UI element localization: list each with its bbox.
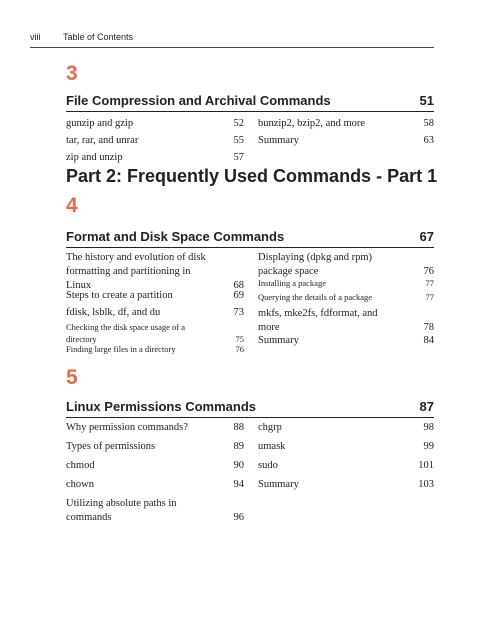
- toc-entry-title: Types of permissions: [66, 441, 156, 452]
- toc-entry-title: Summary: [258, 479, 299, 490]
- toc-entry[interactable]: [66, 289, 244, 303]
- toc-entry-page: 99: [423, 441, 434, 452]
- toc-entry-title: Summary: [258, 135, 299, 146]
- part-2-title[interactable]: Part 2: Frequently Used Commands - Part 1: [66, 166, 438, 186]
- chapter-4-page: 67: [419, 229, 434, 244]
- toc-entry-page: 77: [425, 278, 434, 288]
- toc-entry[interactable]: [66, 421, 244, 435]
- toc-entry-title: Steps to create a partition: [66, 290, 173, 301]
- chapter-3-page: 51: [419, 93, 434, 108]
- toc-entry-title: Querying the details of a package: [258, 292, 372, 302]
- toc-subentry[interactable]: [66, 343, 244, 355]
- toc-entry[interactable]: [66, 478, 244, 492]
- toc-entry[interactable]: [66, 251, 244, 293]
- toc-entry-page: 103: [418, 479, 434, 490]
- toc-entry-page: 98: [423, 422, 434, 433]
- toc-entry[interactable]: [258, 421, 434, 435]
- toc-entry-title: gunzip and gzip: [66, 118, 134, 129]
- chapter-4-title: Format and Disk Space Commands: [66, 229, 285, 244]
- toc-entry-title: Displaying (dpkg and rpm) package space: [258, 252, 373, 277]
- toc-entry-title: umask: [258, 441, 286, 452]
- toc-entry[interactable]: [66, 134, 244, 148]
- toc-entry-page: 52: [233, 118, 244, 129]
- toc-entry-page: 77: [425, 292, 434, 302]
- toc-entry[interactable]: [66, 151, 244, 165]
- toc-entry-page: 76: [423, 266, 434, 277]
- toc-entry-page: 90: [233, 460, 244, 471]
- header-title: Table of Contents: [63, 32, 134, 42]
- toc-entry[interactable]: [66, 440, 244, 454]
- toc-entry[interactable]: [258, 117, 434, 131]
- chapter-4-number: 4: [66, 194, 78, 217]
- toc-entry-page: 75: [235, 334, 244, 344]
- toc-entry-title: Checking the disk space usage of a directory: [66, 322, 185, 344]
- toc-entry[interactable]: [66, 117, 244, 131]
- toc-entry-page: 63: [423, 135, 434, 146]
- toc-entry-title: bunzip2, bzip2, and more: [258, 118, 366, 129]
- toc-entry-page: 88: [233, 422, 244, 433]
- page-number: viii: [30, 32, 41, 42]
- toc-entry-title: Finding large files in a directory: [66, 344, 176, 354]
- toc-entry[interactable]: [258, 440, 434, 454]
- toc-entry-title: chgrp: [258, 422, 282, 433]
- toc-entry-title: chmod: [66, 460, 95, 471]
- chapter-3-number: 3: [66, 62, 78, 85]
- toc-subentry[interactable]: [258, 277, 434, 289]
- chapter-5-number: 5: [66, 366, 78, 389]
- toc-entry[interactable]: [66, 306, 244, 320]
- toc-entry-title: fdisk, lsblk, df, and du: [66, 307, 161, 318]
- toc-subentry[interactable]: [66, 321, 244, 345]
- chapter-3-title: File Compression and Archival Commands: [66, 93, 331, 108]
- toc-entry-page: 94: [233, 479, 244, 490]
- chapter-3-title-row[interactable]: [66, 93, 434, 112]
- chapter-5-title: Linux Permissions Commands: [66, 399, 256, 414]
- toc-entry-title: Utilizing absolute paths in commands: [66, 498, 177, 523]
- toc-entry-page: 89: [233, 441, 244, 452]
- toc-entry-page: 68: [233, 280, 244, 291]
- toc-entry[interactable]: [258, 134, 434, 148]
- toc-entry-page: 55: [233, 135, 244, 146]
- toc-entry-page: 58: [423, 118, 434, 129]
- toc-subentry[interactable]: [258, 291, 434, 303]
- toc-entry-title: tar, rar, and unrar: [66, 135, 139, 146]
- chapter-5-page: 87: [419, 399, 434, 414]
- toc-entry-page: 78: [423, 322, 434, 333]
- toc-entry-page: 69: [233, 290, 244, 301]
- toc-entry-title: zip and unzip: [66, 152, 123, 163]
- toc-entry-page: 57: [233, 152, 244, 163]
- toc-entry-title: Installing a package: [258, 278, 326, 288]
- toc-entry-page: 73: [233, 307, 244, 318]
- chapter-4-title-row[interactable]: [66, 229, 434, 248]
- toc-entry-title: The history and evolution of disk formatting and partitioning in Linux: [66, 252, 206, 291]
- toc-entry[interactable]: [258, 334, 434, 348]
- toc-entry[interactable]: [258, 478, 434, 492]
- toc-entry-page: 76: [235, 344, 244, 354]
- chapter-5-title-row[interactable]: [66, 399, 434, 418]
- toc-entry-title: mkfs, mke2fs, fdformat, and more: [258, 308, 378, 333]
- toc-entry[interactable]: [258, 307, 434, 335]
- toc-entry[interactable]: [258, 251, 434, 279]
- toc-entry[interactable]: [66, 459, 244, 473]
- toc-entry-page: 84: [423, 335, 434, 346]
- toc-entry-title: Summary: [258, 335, 299, 346]
- toc-entry-title: Why permission commands?: [66, 422, 188, 433]
- page-header: [30, 31, 434, 48]
- toc-entry-title: chown: [66, 479, 94, 490]
- toc-entry[interactable]: [66, 497, 244, 525]
- toc-entry-title: sudo: [258, 460, 278, 471]
- toc-entry[interactable]: [258, 459, 434, 473]
- toc-entry-page: 96: [233, 512, 244, 523]
- toc-entry-page: 101: [418, 460, 434, 471]
